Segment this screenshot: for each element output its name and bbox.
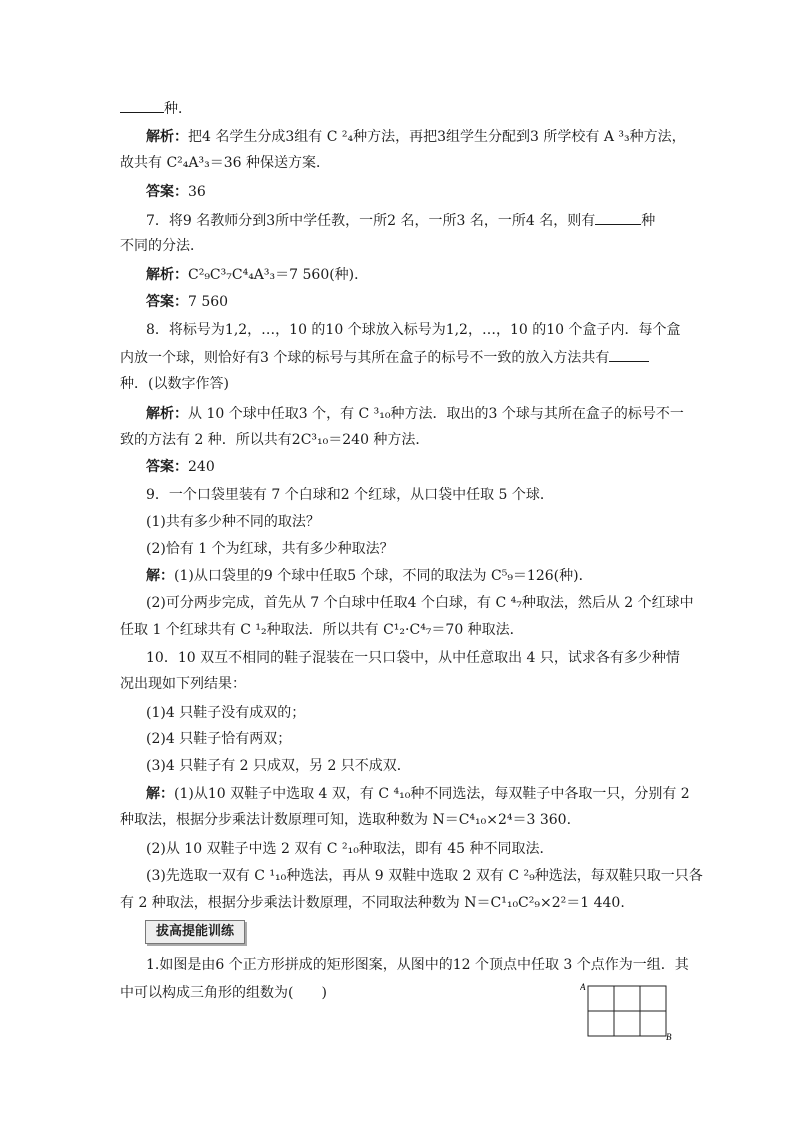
text-line xyxy=(0,620,794,640)
line-text-after: 种 xyxy=(641,213,656,229)
line-text: 种． xyxy=(164,101,192,117)
text-line xyxy=(0,674,794,694)
text-line xyxy=(0,320,794,340)
answer-blank xyxy=(595,210,641,225)
text-line xyxy=(0,593,794,613)
line-text: 7 560 xyxy=(188,294,229,310)
line-text: 不同的分法． xyxy=(120,238,204,254)
answer-blank xyxy=(120,98,164,113)
line-label: 解： xyxy=(146,568,174,584)
line-text: 240 xyxy=(188,459,215,475)
text-line xyxy=(0,292,794,312)
line-label: 解析： xyxy=(146,406,188,422)
text-line xyxy=(0,703,794,723)
line-text: 9．一个口袋里装有 7 个白球和2 个红球，从口袋中任取 5 个球． xyxy=(146,487,554,503)
line-text: (1)从口袋里的9 个球中任取5 个球，不同的取法为 C⁵₉＝126(种)． xyxy=(174,568,593,584)
section-tag: 拔高提能训练 xyxy=(145,920,245,944)
text-line xyxy=(0,210,794,231)
text-line xyxy=(0,404,794,424)
line-text: (2)可分两步完成，首先从 7 个白球中任取4 个白球，有 C ⁴₇种取法，然后从 2 个红球中 xyxy=(146,595,694,611)
grid-lines xyxy=(588,986,666,1036)
text-line xyxy=(0,98,794,119)
line-text: (2)从 10 双鞋子中选 2 双有 C ²₁₀种取法，即有 45 种不同取法． xyxy=(146,841,554,857)
answer-blank xyxy=(609,347,649,362)
line-text: 从 10 个球中任取3 个，有 C ³₁₀种方法．取出的3 个球与其所在盒子的标号不一 xyxy=(188,406,684,422)
line-text: 8．将标号为1,2，…，10 的10 个球放入标号为1,2，…，10 的10 个盒子内．每个盒 xyxy=(146,322,681,338)
text-line xyxy=(0,374,794,394)
text-line xyxy=(0,756,794,776)
line-text: 7．将9 名教师分到3所中学任教，一所2 名，一所3 名，一所4 名，则有 xyxy=(146,213,596,229)
problem-1-line-2: 中可以构成三角形的组数为( ) xyxy=(120,985,327,1001)
line-label: 答案： xyxy=(146,294,188,310)
text-line xyxy=(0,265,794,285)
line-text: 种．(以数字作答) xyxy=(120,376,229,392)
line-text: (2)恰有 1 个为红球，共有多少种取法？ xyxy=(146,541,394,557)
line-text: (1)从10 双鞋子中选取 4 双，有 C ⁴₁₀种不同选法，每双鞋子中各取一只，分别有 2 xyxy=(174,786,690,802)
line-text: (1)共有多少种不同的取法？ xyxy=(146,514,320,530)
line-text: C²₉C³₇C⁴₄A³₃＝7 560(种)． xyxy=(188,267,369,283)
line-text: 况出现如下列结果： xyxy=(120,676,246,692)
text-line xyxy=(0,539,794,559)
line-text: 致的方法有 2 种．所以共有2C³₁₀＝240 种方法． xyxy=(120,432,430,448)
text-line xyxy=(0,127,794,147)
text-line xyxy=(0,648,794,668)
line-text: (3)4 只鞋子有 2 只成双，另 2 只不成双． xyxy=(146,758,411,774)
line-text: 故共有 C²₄A³₃＝36 种保送方案． xyxy=(120,155,330,171)
line-text: 任取 1 个红球共有 C ¹₂种取法．所以共有 C¹₂·C⁴₇＝70 种取法． xyxy=(120,622,524,638)
text-line xyxy=(0,784,794,804)
line-text: (1)4 只鞋子没有成双的； xyxy=(146,705,306,721)
line-text: 内放一个球，则恰好有3 个球的标号与其所在盒子的标号不一致的放入方法共有 xyxy=(120,350,610,366)
text-line xyxy=(0,457,794,477)
line-label: 解析： xyxy=(146,129,188,145)
text-line xyxy=(0,347,794,368)
text-line xyxy=(0,866,794,886)
grid-figure xyxy=(580,980,676,1042)
text-line xyxy=(0,566,794,586)
text-line xyxy=(0,236,794,256)
text-line xyxy=(0,729,794,749)
line-label: 解： xyxy=(146,786,174,802)
text-line xyxy=(0,485,794,505)
text-line xyxy=(0,839,794,859)
line-text: 把4 名学生分成3组有 C ²₄种方法，再把3组学生分配到3 所学校有 A ³₃种方法， xyxy=(188,129,686,145)
line-text: 有 2 种取法，根据分步乘法计数原理，不同取法种数为 N＝C¹₁₀C²₉×2²＝1 440. xyxy=(120,895,625,911)
line-text: 36 xyxy=(188,184,206,200)
line-text: (3)先选取一双有 C ¹₁₀种选法，再从 9 双鞋中选取 2 双有 C ²₉种选法，每双鞋只取一只各 xyxy=(146,868,703,884)
text-line xyxy=(0,810,794,830)
line-text: 种取法，根据分步乘法计数原理可知，选取种数为 N＝C⁴₁₀×2⁴＝3 360. xyxy=(120,812,572,828)
line-label: 答案： xyxy=(146,459,188,475)
vertex-label-b: B xyxy=(666,1032,672,1042)
line-text: 10．10 双互不相同的鞋子混装在一只口袋中，从中任意取出 4 只，试求各有多少种情 xyxy=(146,650,680,666)
line-label: 解析： xyxy=(146,267,188,283)
text-line xyxy=(0,182,794,202)
vertex-label-a: A xyxy=(580,982,586,992)
text-line xyxy=(0,512,794,532)
line-text: (2)4 只鞋子恰有两双； xyxy=(146,731,292,747)
text-line xyxy=(0,153,794,173)
line-label: 答案： xyxy=(146,184,188,200)
text-line xyxy=(0,430,794,450)
problem-1-line-1: 1.如图是由6 个正方形拼成的矩形图案，从图中的12 个顶点中任取 3 个点作为一组．其 xyxy=(146,957,689,973)
text-line xyxy=(0,893,794,913)
